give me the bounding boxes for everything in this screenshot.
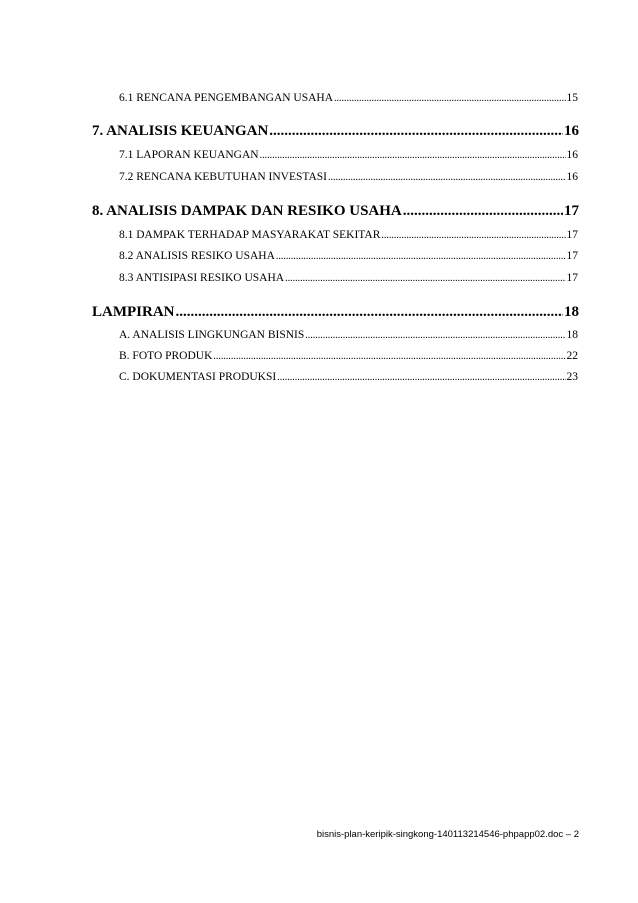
toc-dot-leader xyxy=(381,229,565,241)
toc-dot-leader xyxy=(277,371,565,383)
toc-entry-page: 17 xyxy=(564,203,579,219)
toc-entry-label: 8. ANALISIS DAMPAK DAN RESIKO USAHA xyxy=(92,203,402,219)
toc-dot-leader xyxy=(276,250,566,262)
toc-entry-7-1[interactable] xyxy=(119,149,578,161)
toc-entry-lampiran[interactable] xyxy=(92,304,579,321)
toc-dot-leader xyxy=(403,203,563,220)
toc-entry-label: C. DOKUMENTASI PRODUKSI xyxy=(119,371,277,383)
toc-entry-page: 23 xyxy=(566,371,578,383)
toc-entry-7[interactable] xyxy=(92,123,579,140)
page-footer: bisnis-plan-keripik-singkong-140113214546-phpapp02.doc – 2 xyxy=(316,829,579,840)
toc-entry-label: 7.2 RENCANA KEBUTUHAN INVESTASI xyxy=(119,171,327,183)
toc-entry-label: 8.1 DAMPAK TERHADAP MASYARAKAT SEKITAR xyxy=(119,229,381,241)
toc-entry-label: 8.2 ANALISIS RESIKO USAHA xyxy=(119,250,275,262)
toc-entry-8[interactable] xyxy=(92,203,579,220)
toc-dot-leader xyxy=(328,171,566,183)
toc-entry-label: 7.1 LAPORAN KEUANGAN xyxy=(119,149,259,161)
toc-entry-label: LAMPIRAN xyxy=(92,304,175,320)
toc-entry-8-2[interactable] xyxy=(119,250,578,262)
toc-dot-leader xyxy=(176,304,564,321)
toc-dot-leader xyxy=(269,123,563,140)
toc-dot-leader xyxy=(260,149,566,161)
toc-entry-a[interactable] xyxy=(119,329,578,341)
toc-entry-page: 18 xyxy=(566,329,578,341)
toc-entry-page: 17 xyxy=(566,250,578,262)
toc-entry-7-2[interactable] xyxy=(119,171,578,183)
toc-entry-page: 18 xyxy=(564,304,579,320)
toc-dot-leader xyxy=(305,329,565,341)
toc-entry-page: 16 xyxy=(564,123,579,139)
toc-entry-8-1[interactable] xyxy=(119,229,578,241)
toc-entry-label: 7. ANALISIS KEUANGAN xyxy=(92,123,269,139)
toc-entry-b[interactable] xyxy=(119,350,578,362)
toc-entry-label: 6.1 RENCANA PENGEMBANGAN USAHA xyxy=(119,92,334,104)
toc-entry-label: A. ANALISIS LINGKUNGAN BISNIS xyxy=(119,329,305,341)
toc-entry-label: 8.3 ANTISIPASI RESIKO USAHA xyxy=(119,272,285,284)
toc-entry-8-3[interactable] xyxy=(119,272,578,284)
toc-dot-leader xyxy=(334,92,565,104)
toc-entry-c[interactable] xyxy=(119,371,578,383)
toc-dot-leader xyxy=(213,350,565,362)
toc-entry-6-1[interactable] xyxy=(119,92,578,104)
toc-entry-page: 16 xyxy=(566,171,578,183)
toc-entry-page: 15 xyxy=(566,92,578,104)
toc-entry-page: 22 xyxy=(566,350,578,362)
toc-entry-page: 16 xyxy=(566,149,578,161)
toc-entry-page: 17 xyxy=(566,229,578,241)
toc-entry-page: 17 xyxy=(566,272,578,284)
toc-entry-label: B. FOTO PRODUK xyxy=(119,350,213,362)
toc-dot-leader xyxy=(285,272,565,284)
